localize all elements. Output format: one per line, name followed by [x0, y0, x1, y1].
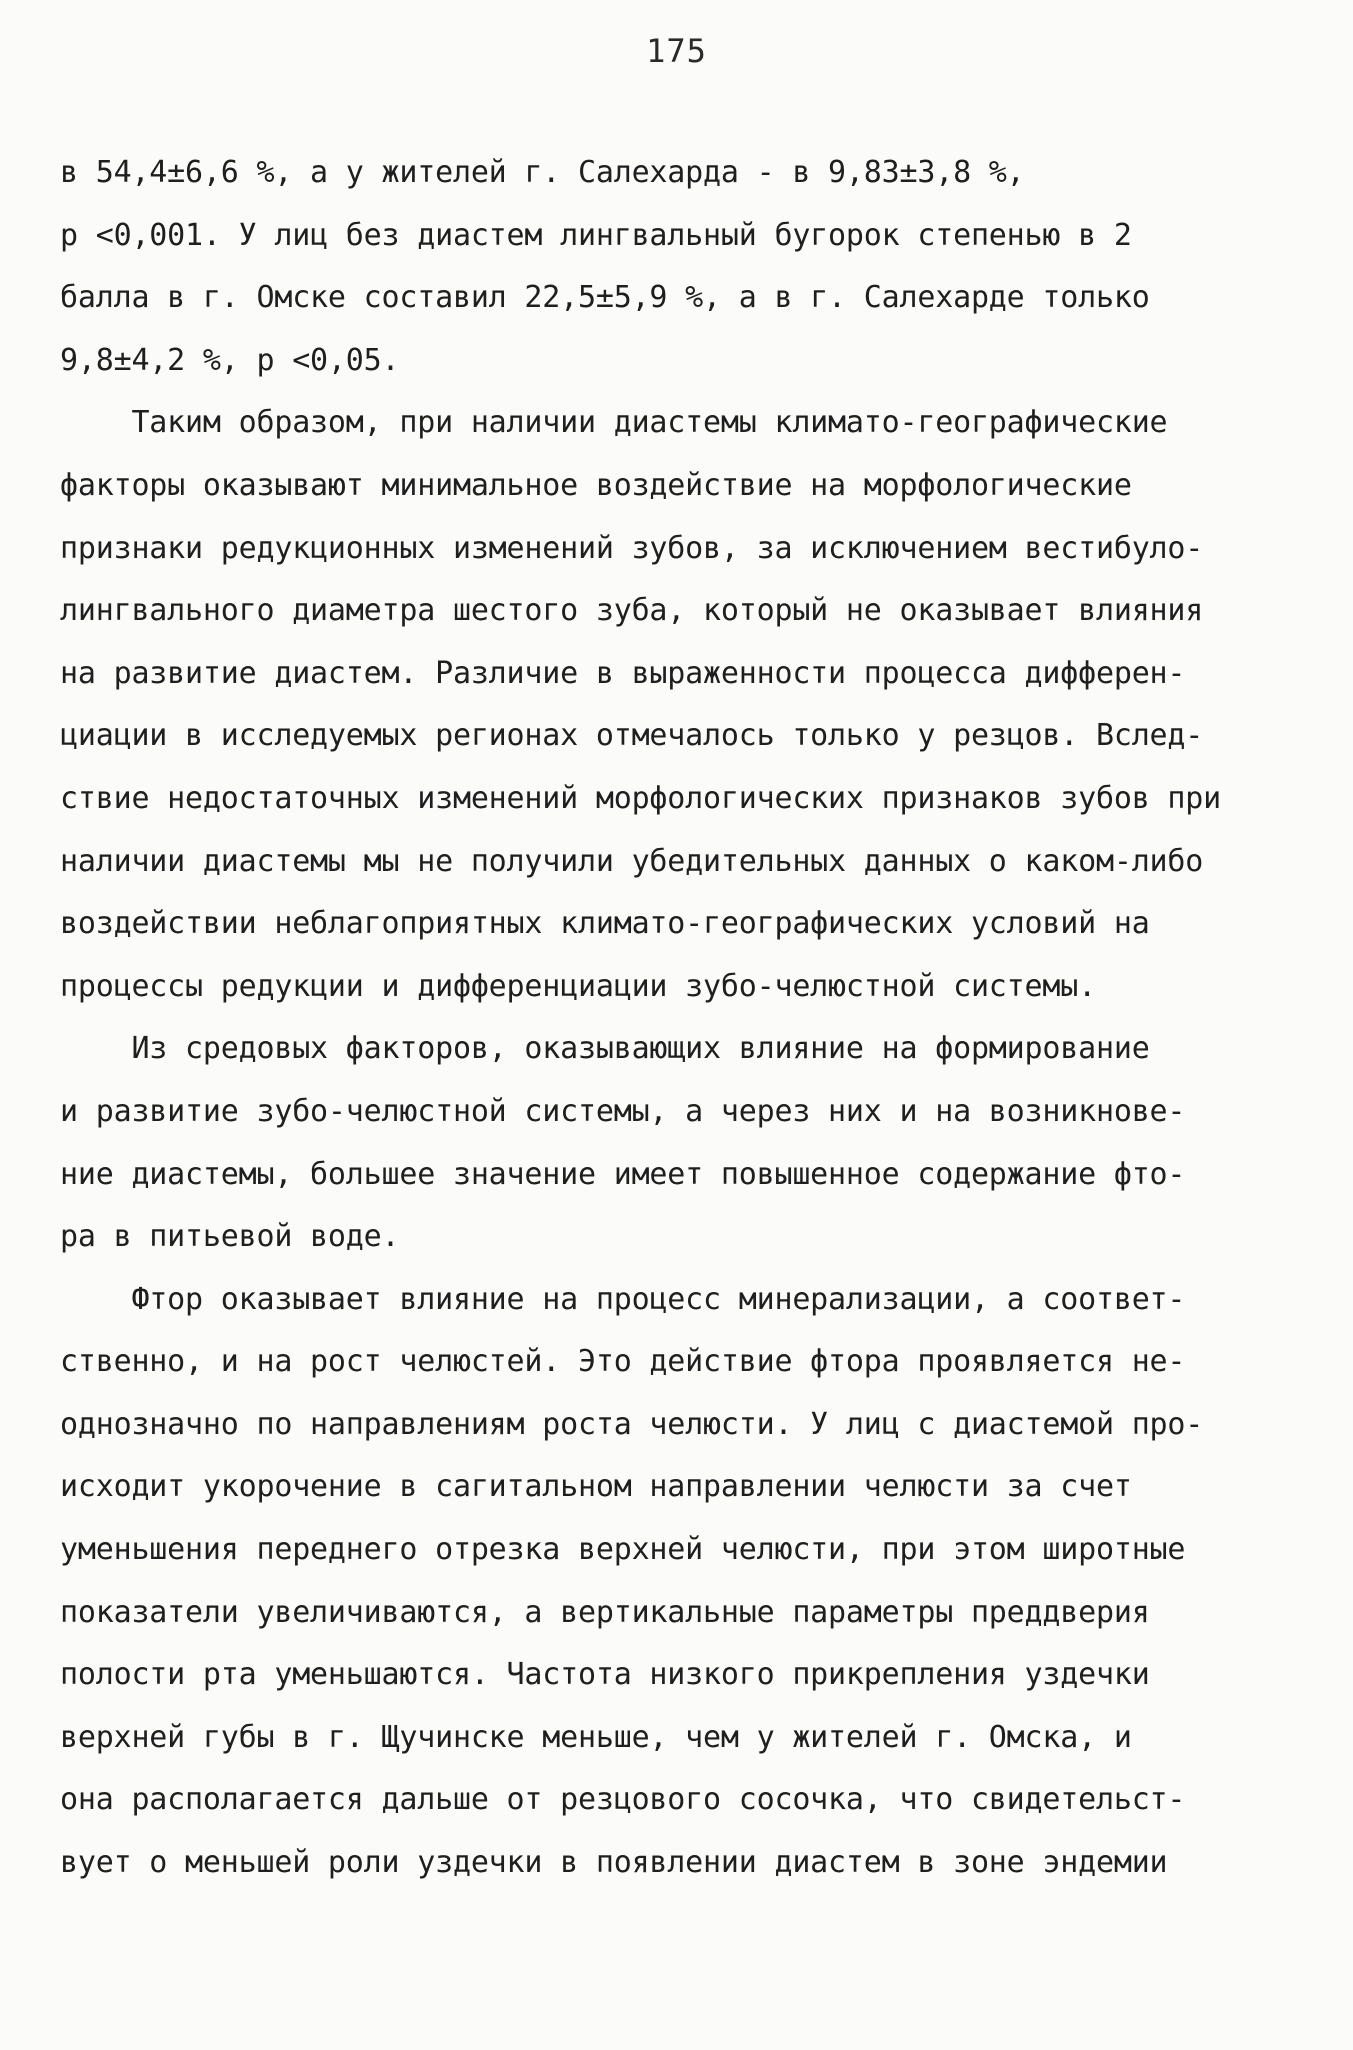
text-line: процессы редукции и дифференциации зубо-челюстной системы. [60, 968, 1096, 1004]
text-line: Из средовых факторов, оказывающих влияние на формирование [60, 1031, 1150, 1067]
text-line: вует о меньшей роли уздечки в появлении диастем в зоне эндемии [60, 1845, 1168, 1881]
text-line: Таким образом, при наличии диастемы климато-географические [60, 405, 1168, 441]
text-line: и развитие зубо-челюстной системы, а через них и на возникнове- [60, 1093, 1186, 1129]
text-line: показатели увеличиваются, а вертикальные параметры преддверия [60, 1594, 1150, 1630]
text-line: ственно, и на рост челюстей. Это действие фтора проявляется не- [60, 1344, 1186, 1380]
text-line: ние диастемы, большее значение имеет повышенное содержание фто- [60, 1156, 1186, 1192]
body-text [60, 142, 1320, 1895]
text-line: балла в г. Омске составил 22,5±5,9 %, а в г. Салехарде только [60, 280, 1150, 316]
text-line: однозначно по направлениям роста челюсти. У лиц с диастемой про- [60, 1406, 1204, 1442]
text-line: циации в исследуемых регионах отмечалось только у резцов. Вслед- [60, 718, 1204, 754]
text-line: р <0,001. У лиц без диастем лингвальный бугорок степенью в 2 [60, 217, 1132, 253]
text-line: признаки редукционных изменений зубов, за исключением вестибуло- [60, 530, 1204, 566]
text-line: в 54,4±6,6 %, а у жителей г. Салехарда - в 9,83±3,8 %, [60, 155, 1025, 190]
text-line: полости рта уменьшаются. Частота низкого прикрепления уздечки [60, 1657, 1150, 1693]
text-line: верхней губы в г. Щучинске меньше, чем у жителей г. Омска, и [60, 1719, 1132, 1755]
text-line: факторы оказывают минимальное воздействие на морфологические [60, 467, 1132, 503]
text-line: уменьшения переднего отрезка верхней челюсти, при этом широтные [60, 1532, 1186, 1568]
text-line: лингвального диаметра шестого зуба, который не оказывает влияния [60, 593, 1204, 629]
text-line: Фтор оказывает влияние на процесс минерализации, а соответ- [60, 1281, 1186, 1317]
text-line: наличии диастемы мы не получили убедительных данных о каком-либо [60, 843, 1204, 879]
page-number: 175 [646, 32, 707, 70]
text-line: воздействии неблагоприятных климато-географических условий на [60, 906, 1150, 942]
text-line: исходит укорочение в сагитальном направлении челюсти за счет [60, 1469, 1132, 1505]
text-line: она располагается дальше от резцового сосочка, что свидетельст- [60, 1782, 1186, 1818]
text-line: ра в питьевой воде. [60, 1219, 400, 1255]
text-line: ствие недостаточных изменений морфологических признаков зубов при [60, 780, 1221, 816]
text-line: на развитие диастем. Различие в выраженности процесса дифферен- [60, 655, 1186, 691]
text-line: 9,8±4,2 %, р <0,05. [60, 342, 400, 378]
